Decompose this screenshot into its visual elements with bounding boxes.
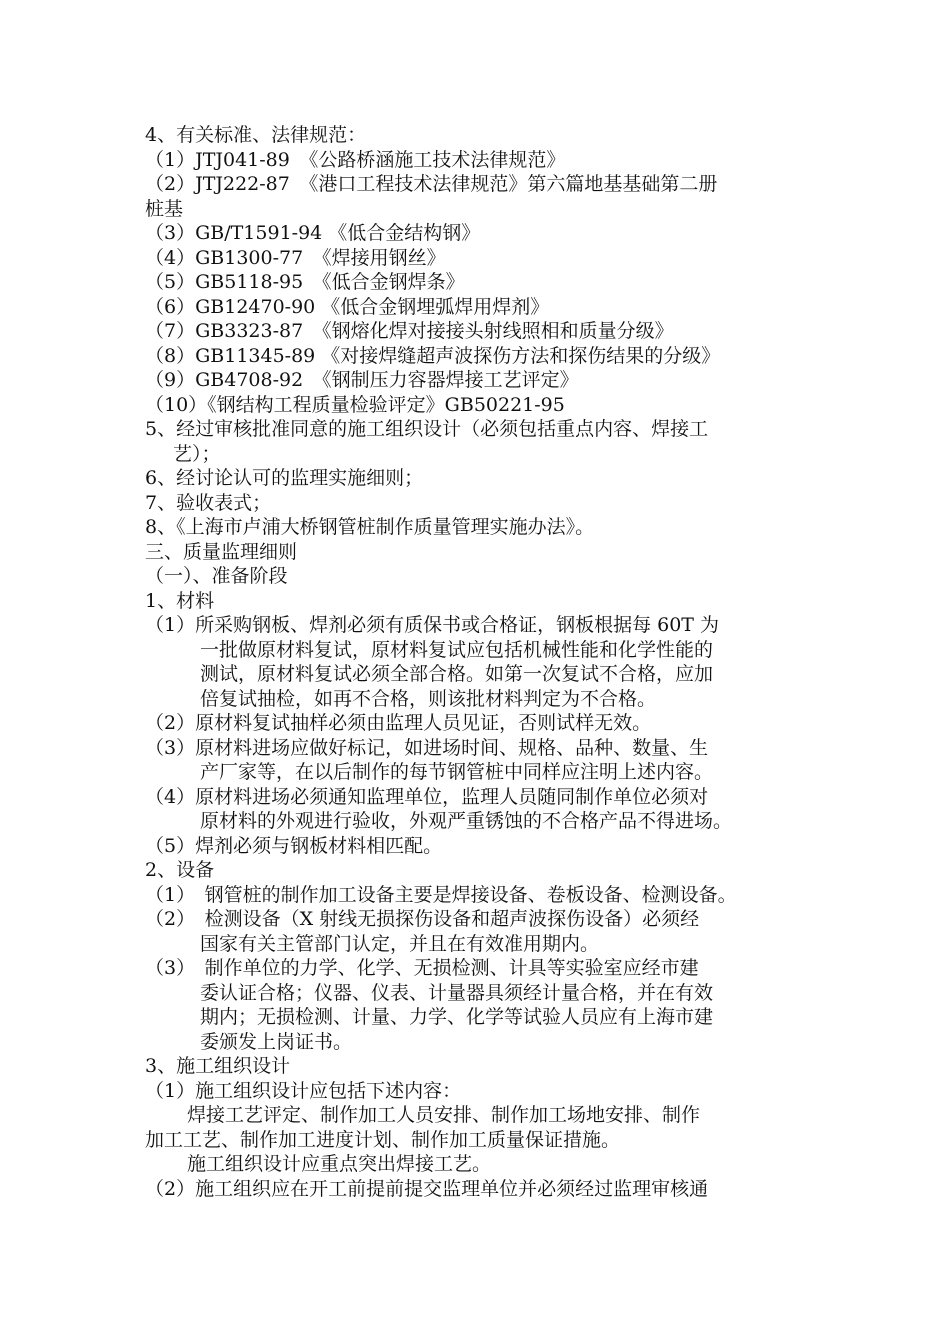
clause-item: （1）施工组织设计应包括下述内容： — [145, 1079, 462, 1102]
clause-item: （2）施工组织应在开工前提前提交监理单位并必须经过监理审核通 — [145, 1177, 709, 1200]
clause-continuation: 原材料的外观进行验收，外观严重锈蚀的不合格产品不得进场。 — [200, 810, 733, 832]
list-item: 8、《上海市卢浦大桥钢管桩制作质量管理实施办法》。 — [145, 516, 595, 538]
standard-item: （9）GB4708-92 《钢制压力容器焊接工艺评定》 — [145, 369, 579, 391]
subsection-heading: 2、设备 — [145, 859, 215, 881]
paragraph-text: 加工工艺、制作加工进度计划、制作加工质量保证措施。 — [145, 1128, 621, 1151]
clause-continuation: 测试，原材料复试必须全部合格。如第一次复试不合格，应加 — [200, 663, 714, 685]
clause-continuation: 国家有关主管部门认定，并且在有效准用期内。 — [200, 932, 600, 955]
standard-item: （3）GB/T1591-94 《低合金结构钢》 — [145, 222, 481, 244]
clause-item: （2） 检测设备（X 射线无损探伤设备和超声波探伤设备）必须经 — [145, 908, 700, 930]
subsection-heading: 1、材料 — [145, 589, 215, 612]
list-item: 5、经过审核批准同意的施工组织设计（必须包括重点内容、焊接工 — [145, 418, 709, 440]
clause-continuation: 委颁发上岗证书。 — [200, 1030, 353, 1053]
document-page — [145, 123, 825, 1201]
subsection-heading: 3、施工组织设计 — [145, 1055, 291, 1077]
clause-item: （5）焊剂必须与钢板材料相匹配。 — [145, 834, 443, 857]
list-item-continuation: 艺）； — [173, 442, 221, 465]
clause-continuation: 产厂家等，在以后制作的每节钢管桩中同样应注明上述内容。 — [200, 761, 714, 783]
clause-item: （1）所采购钢板、焊剂必须有质保书或合格证，钢板根据每 60T 为 — [145, 614, 720, 636]
list-item: 6、经讨论认可的监理实施细则； — [145, 467, 424, 489]
clause-item: （3）原材料进场应做好标记，如进场时间、规格、品种、数量、生 — [145, 736, 709, 759]
standard-item: （4）GB1300-77 《焊接用钢丝》 — [145, 246, 446, 269]
paragraph-text: 焊接工艺评定、制作加工人员安排、制作加工场地安排、制作 — [187, 1104, 701, 1126]
standard-item: （6）GB12470-90 《低合金钢埋弧焊用焊剂》 — [145, 295, 550, 318]
subsection-heading: （一）、准备阶段 — [145, 565, 288, 587]
clause-continuation: 倍复试抽检，如再不合格，则该批材料判定为不合格。 — [200, 687, 657, 710]
standard-item-continuation: 桩基 — [145, 197, 184, 220]
clause-item: （4）原材料进场必须通知监理单位，监理人员随同制作单位必须对 — [145, 785, 709, 808]
list-item: 7、验收表式； — [145, 491, 272, 514]
clause-continuation: 委认证合格；仪器、仪表、计量器具须经计量合格，并在有效 — [200, 981, 714, 1004]
chapter-heading: 三、质量监理细则 — [145, 540, 298, 563]
paragraph-text: 施工组织设计应重点突出焊接工艺。 — [187, 1153, 492, 1175]
standard-item: （1）JTJ041-89 《公路桥涵施工技术法律规范》 — [145, 148, 566, 171]
standard-item: （7）GB3323-87 《钢熔化焊对接接头射线照相和质量分级》 — [145, 320, 674, 342]
clause-item: （1） 钢管桩的制作加工设备主要是焊接设备、卷板设备、检测设备。 — [145, 883, 737, 906]
clause-continuation: 一批做原材料复试，原材料复试应包括机械性能和化学性能的 — [200, 638, 714, 661]
section-heading: 4、有关标准、法律规范： — [145, 124, 367, 146]
standard-item: （10）《钢结构工程质量检验评定》GB50221-95 — [145, 393, 565, 416]
clause-continuation: 期内；无损检测、计量、力学、化学等试验人员应有上海市建 — [200, 1006, 714, 1028]
clause-item: （3） 制作单位的力学、化学、无损检测、计具等实验室应经市建 — [145, 957, 699, 979]
clause-item: （2）原材料复试抽样必须由监理人员见证，否则试样无效。 — [145, 712, 652, 734]
standard-item: （8）GB11345-89 《对接焊缝超声波探伤方法和探伤结果的分级》 — [145, 344, 721, 367]
standard-item: （2）JTJ222-87 《港口工程技术法律规范》第六篇地基基础第二册 — [145, 173, 718, 195]
standard-item: （5）GB5118-95 《低合金钢焊条》 — [145, 271, 465, 293]
